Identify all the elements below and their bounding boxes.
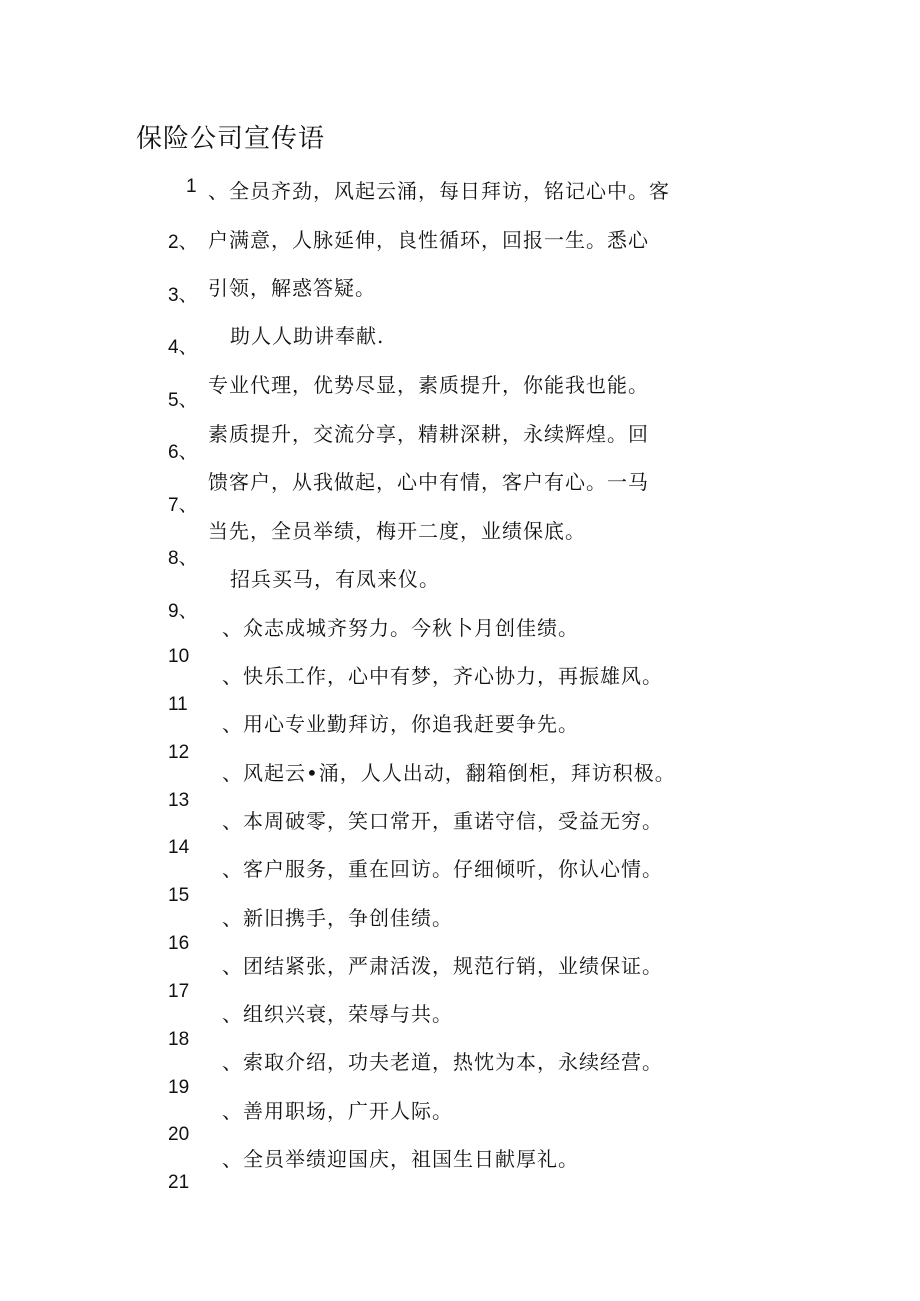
slogan-number: 5、 [168, 390, 198, 411]
slogan-number: 6、 [168, 442, 198, 463]
slogan-text: 、客户服务，重在回访。仔细倾听，你认心情。 [222, 857, 663, 881]
slogan-number: 21 [168, 1172, 190, 1193]
page-title: 保险公司宣传语 [136, 124, 326, 154]
slogan-text: 招兵买马，有凤来仪。 [230, 567, 440, 591]
slogan-text: 助人人助讲奉献. [230, 324, 385, 348]
slogan-number: 15 [168, 885, 190, 906]
slogan-number: 17 [168, 981, 190, 1002]
slogan-number: 8、 [168, 548, 198, 569]
slogan-number: 7、 [168, 495, 198, 516]
slogan-text: 、风起云•涌，人人出动，翻箱倒柜，拜访积极。 [222, 761, 676, 785]
slogan-number: 12 [168, 742, 190, 763]
slogan-number: 4、 [168, 337, 198, 358]
slogan-text: 、善用职场，广开人际。 [222, 1099, 453, 1123]
slogan-number: 19 [168, 1077, 190, 1098]
slogan-text: 馈客户，从我做起，心中有情，客户有心。一马 [208, 470, 649, 494]
slogan-text: 当先，全员举绩，梅开二度，业绩保底。 [208, 519, 586, 543]
slogan-number: 20 [168, 1124, 190, 1145]
slogan-number: 2、 [168, 232, 198, 253]
slogan-number: 10 [168, 646, 190, 667]
slogan-text: 、索取介绍，功夫老道，热忱为本，永续经营。 [222, 1050, 663, 1074]
slogan-text: 、众志成城齐努力。今秋卜月创佳绩。 [222, 616, 579, 640]
slogan-text: 、全员举绩迎国庆，祖国生日献厚礼。 [222, 1147, 579, 1171]
slogan-text: 专业代理，优势尽显，素质提升，你能我也能。 [208, 373, 649, 397]
slogan-number: 11 [168, 694, 188, 715]
slogan-number: 1 [186, 176, 197, 197]
slogan-text: 、快乐工作，心中有梦，齐心协力，再振雄风。 [222, 664, 663, 688]
slogan-text: 、本周破零，笑口常开，重诺守信，受益无穷。 [222, 809, 663, 833]
slogan-number: 3、 [168, 285, 198, 306]
slogan-text: 、用心专业勤拜访，你追我赶要争先。 [222, 712, 579, 736]
slogan-text: 、全员齐劲，风起云涌，每日拜访，铭记心中。客 [208, 179, 670, 203]
slogan-number: 14 [168, 837, 190, 858]
slogan-text: 引领，解惑答疑。 [208, 276, 376, 300]
slogan-text: 户满意，人脉延伸，良性循环，回报一生。悉心 [208, 228, 649, 252]
slogan-number: 16 [168, 933, 190, 954]
slogan-number: 18 [168, 1029, 190, 1050]
slogan-text: 素质提升，交流分享，精耕深耕，永续辉煌。回 [208, 422, 649, 446]
slogan-text: 、新旧携手，争创佳绩。 [222, 906, 453, 930]
slogan-number: 9、 [168, 601, 198, 622]
slogan-text: 、组织兴衰，荣辱与共。 [222, 1002, 453, 1026]
slogan-number: 13 [168, 790, 190, 811]
slogan-text: 、团结紧张，严肃活泼，规范行销，业绩保证。 [222, 954, 663, 978]
